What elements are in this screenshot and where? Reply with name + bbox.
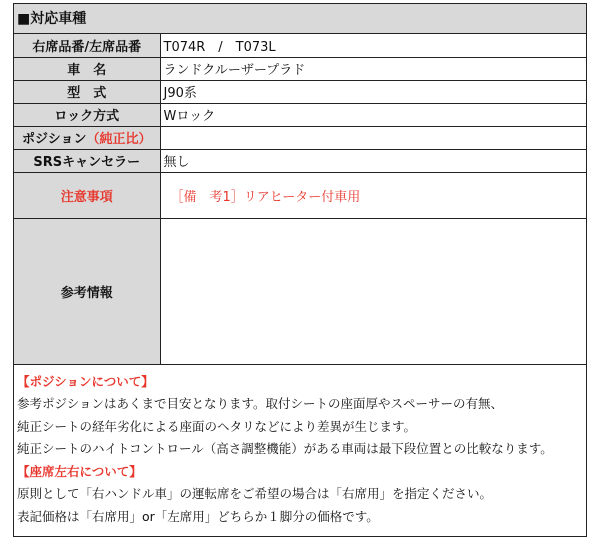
reference-value bbox=[160, 218, 586, 364]
caution-label: 注意事項 bbox=[14, 172, 160, 218]
caution-value: ［備 考1］リアヒーター付車用 bbox=[160, 172, 586, 218]
table-row bbox=[14, 57, 586, 80]
position-notes-heading: 【ポジションについて】 bbox=[17, 373, 154, 389]
position-label-suffix: （純正比） bbox=[86, 132, 152, 147]
table-row bbox=[14, 218, 586, 364]
spec-table bbox=[14, 34, 586, 365]
vehicle-value: ランドクルーザープラド bbox=[160, 57, 586, 80]
side-note-line: 原則として「右ハンドル車」の運転席をご希望の場合は「右席用」を指定ください。 bbox=[17, 486, 493, 501]
srs-value: 無し bbox=[160, 149, 586, 172]
position-value bbox=[160, 126, 586, 149]
table-row bbox=[14, 126, 586, 149]
model-label: 型 式 bbox=[14, 80, 160, 103]
position-label-cell bbox=[14, 126, 160, 149]
reference-label: 参考情報 bbox=[14, 218, 160, 364]
sheet-title: ■対応車種 bbox=[14, 4, 586, 34]
lock-label: ロック方式 bbox=[14, 103, 160, 126]
position-note-line: 参考ポジションはあくまで目安となります。取付シートの座面厚やスペーサーの有無、 bbox=[17, 396, 503, 411]
notes-section bbox=[14, 365, 586, 529]
table-row bbox=[14, 149, 586, 172]
part-number-value: T074R / T073L bbox=[160, 34, 586, 57]
lock-value: Wロック bbox=[160, 103, 586, 126]
table-row bbox=[14, 80, 586, 103]
vehicle-label: 車 名 bbox=[14, 57, 160, 80]
part-number-label: 右席品番/左席品番 bbox=[14, 34, 160, 57]
compatibility-sheet bbox=[13, 3, 587, 537]
side-note-line: 表記価格は「右席用」or「左席用」どちらか１脚分の価格です。 bbox=[17, 508, 379, 524]
table-row bbox=[14, 103, 586, 126]
side-notes-heading: 【座席左右について】 bbox=[17, 463, 142, 479]
model-value: J90系 bbox=[160, 80, 586, 103]
table-row bbox=[14, 172, 586, 218]
srs-label: SRSキャンセラー bbox=[14, 149, 160, 172]
position-note-line: 純正シートの経年劣化による座面のヘタリなどにより差異が生じます。 bbox=[17, 418, 417, 434]
position-note-line: 純正シートのハイトコントロール（高さ調整機能）がある車両は最下段位置との比較なります。 bbox=[17, 441, 553, 456]
position-label: ポジション bbox=[22, 132, 87, 147]
table-row bbox=[14, 34, 586, 57]
